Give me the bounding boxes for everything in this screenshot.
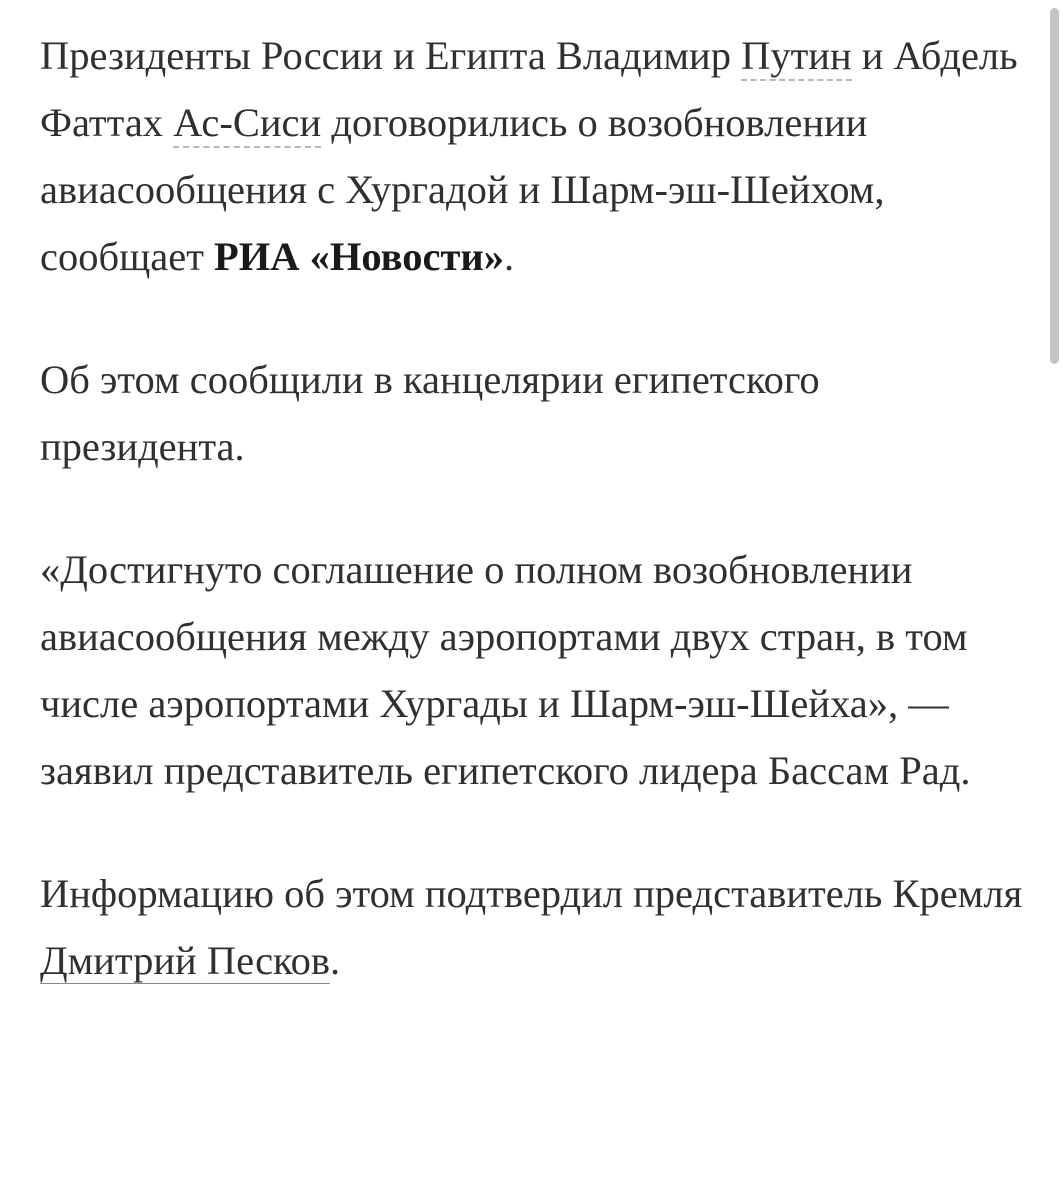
paragraph-1-text-1: Президенты России и Египта Владимир	[40, 33, 742, 78]
paragraph-4-text-1: Информацию об этом подтвердил представитель Кремля	[40, 871, 1023, 916]
paragraph-1-text-4: .	[503, 234, 515, 279]
link-as-sisi[interactable]: Ас-Сиси	[173, 100, 321, 148]
source-ria-novosti: РИА «Новости»	[214, 234, 504, 279]
paragraph-2: Об этом сообщили в канцелярии египетского президента.	[40, 357, 820, 469]
article-body	[40, 22, 1030, 1050]
scrollbar-thumb[interactable]	[1050, 8, 1059, 364]
link-dmitry-peskov[interactable]: Дмитрий Песков	[40, 938, 331, 983]
paragraph-1	[40, 22, 1030, 290]
paragraph-1-text-2: и Абдель Фаттах	[40, 33, 1018, 145]
link-putin[interactable]: Путин	[741, 33, 852, 81]
paragraph-4-text-2: .	[330, 938, 341, 983]
paragraph-1-text-3: договорились о возобновлении авиасообщения с Хургадой и Шарм-эш-Шейхом, сообщает	[40, 100, 885, 279]
paragraph-3: «Достигнуто соглашение о полном возобновлении авиасообщения между аэропортами двух стран, в том числе аэропортами Хургады и Шарм-эш-Шейха», — заявил представитель египетского лидера Бассам Рад.	[40, 547, 971, 793]
paragraph-4	[40, 860, 1030, 994]
